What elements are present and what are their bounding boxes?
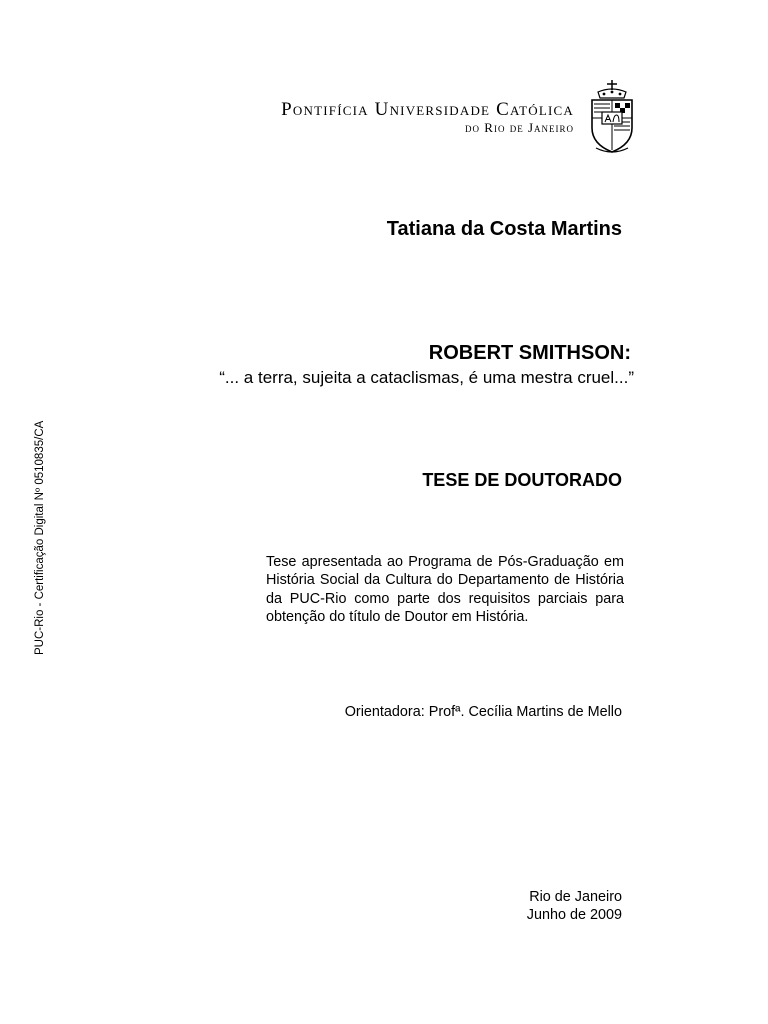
document-type: TESE DE DOUTORADO <box>422 470 622 490</box>
university-header <box>281 78 640 158</box>
date: Junho de 2009 <box>526 907 622 923</box>
side-certification: PUC-Rio - Certificação Digital Nº 0510835/CA <box>34 420 46 655</box>
university-text <box>281 100 574 136</box>
thesis-title: ROBERT SMITHSON: <box>428 342 631 364</box>
university-name: Pontifícia Universidade Católica <box>281 99 574 120</box>
thesis-description: Tese apresentada ao Programa de Pós-Graduação em História Social da Cultura do Departamento de História da PUC-Rio como parte dos requisitos parciais para obtenção do título de Doutor em História. <box>266 554 624 625</box>
author-name: Tatiana da Costa Martins <box>386 218 622 240</box>
university-crest-icon <box>584 78 640 158</box>
thesis-subtitle: “... a terra, sujeita a cataclismas, é uma mestra cruel...” <box>219 368 634 387</box>
advisor: Orientadora: Profª. Cecília Martins de Mello <box>344 704 622 720</box>
place-and-date <box>527 888 622 924</box>
university-location: do Rio de Janeiro <box>465 120 574 135</box>
place: Rio de Janeiro <box>529 889 622 905</box>
